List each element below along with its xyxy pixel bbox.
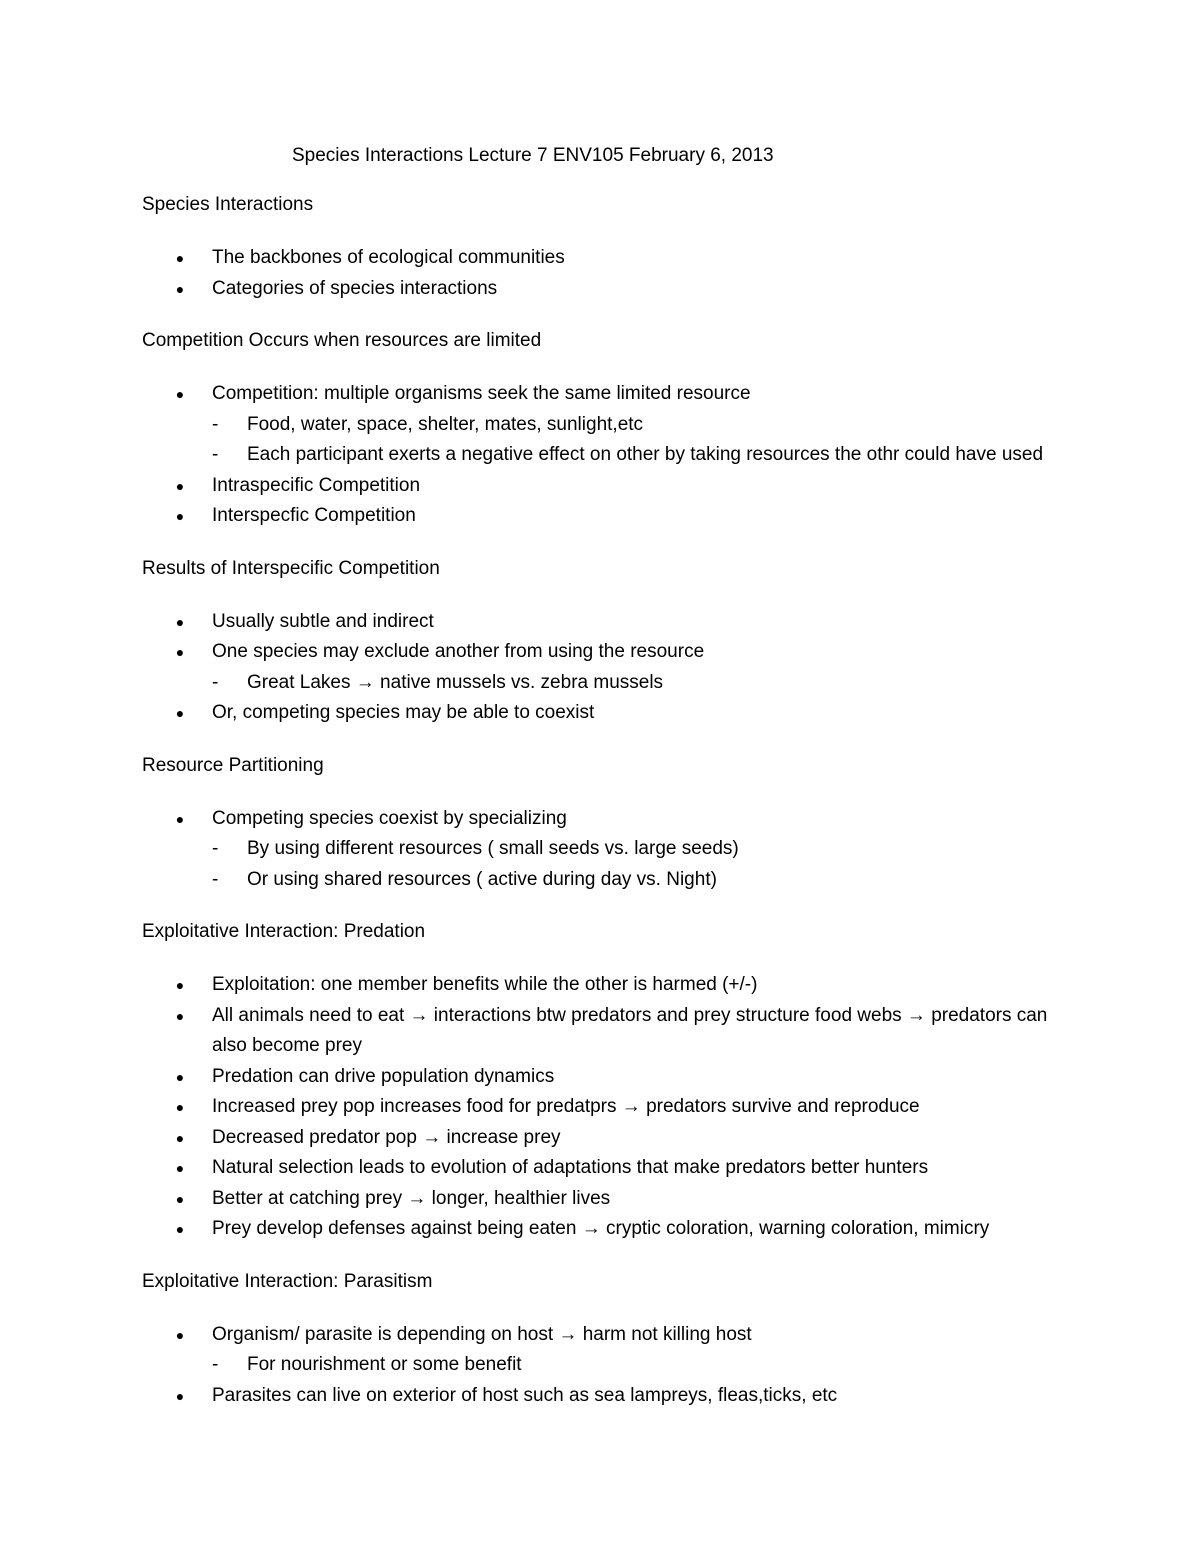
list-item (142, 1214, 1072, 1245)
list-item (142, 1062, 1072, 1093)
bullet-icon: ● (175, 250, 185, 266)
bullet-icon: ● (175, 613, 185, 630)
dash-icon: - (212, 444, 219, 465)
document-body (142, 193, 1072, 1436)
section-heading: Exploitative Interaction: Parasitism (142, 1270, 433, 1292)
bullet-icon: ● (175, 1190, 185, 1207)
bullet-icon: ● (175, 477, 185, 494)
bullet-icon: ● (175, 508, 185, 524)
sub-list-item-text: By using different resources ( small seeds vs. large seeds) (247, 838, 739, 859)
list-item-text: Competing species coexist by specializing (212, 807, 567, 829)
sub-list-item (212, 440, 1072, 471)
list-item (142, 379, 1072, 471)
list-item-text: Usually subtle and indirect (212, 610, 434, 632)
bullet-icon: ● (175, 1099, 185, 1115)
list-item-text: Categories of species interactions (212, 277, 498, 299)
sub-list (212, 1350, 1072, 1381)
list-item (142, 637, 1072, 698)
dash-icon: - (212, 868, 219, 890)
list-item (142, 471, 1072, 502)
list-item (142, 804, 1072, 896)
bullet-list (142, 607, 1072, 729)
bullet-icon: ● (175, 977, 185, 993)
dash-icon: - (212, 838, 219, 859)
bullet-icon: ● (175, 1326, 185, 1343)
list-item (142, 1184, 1072, 1215)
dash-icon: - (212, 413, 219, 435)
list-item-text: Or, competing species may be able to coexist (212, 702, 595, 723)
list-item-text: All animals need to eat → interactions btw predators and prey structure food webs → predators can also become prey (212, 1004, 1048, 1056)
list-item (142, 1001, 1072, 1062)
list-item-text: Predation can drive population dynamics (212, 1065, 555, 1087)
bullet-icon: ● (175, 280, 185, 297)
list-item (142, 1381, 1072, 1412)
sub-list-item-text: Or using shared resources ( active during day vs. Night) (247, 868, 717, 890)
list-item (142, 1320, 1072, 1381)
bullet-icon: ● (175, 705, 185, 721)
list-item (142, 1092, 1072, 1123)
list-item-text: One species may exclude another from using the resource (212, 641, 705, 662)
list-item (142, 698, 1072, 729)
section-heading: Results of Interspecific Competition (142, 557, 440, 579)
bullet-icon: ● (175, 644, 185, 660)
list-item (142, 970, 1072, 1001)
dash-icon: - (212, 671, 219, 693)
bullet-icon: ● (175, 1387, 185, 1404)
list-item (142, 1153, 1072, 1184)
sub-list-item (212, 1350, 1072, 1381)
dash-icon: - (212, 1354, 219, 1375)
sub-list-item-text: For nourishment or some benefit (247, 1354, 522, 1375)
bullet-icon: ● (175, 1129, 185, 1146)
bullet-list (142, 243, 1072, 304)
sub-list-item (212, 410, 1072, 441)
list-item-text: The backbones of ecological communities (212, 247, 565, 268)
list-item (142, 501, 1072, 532)
bullet-list (142, 970, 1072, 1245)
list-item-text: Decreased predator pop → increase prey (212, 1126, 561, 1148)
list-item-text: Competition: multiple organisms seek the same limited resource (212, 383, 751, 404)
sub-list (212, 410, 1072, 471)
sub-list-item (212, 668, 1072, 699)
list-item (142, 607, 1072, 638)
list-item-text: Organism/ parasite is depending on host → harm not killing host (212, 1323, 752, 1345)
list-item-text: Interspecfic Competition (212, 505, 416, 526)
sub-list-item-text: Each participant exerts a negative effect on other by taking resources the othr could have used (247, 444, 1044, 465)
bullet-list (142, 1320, 1072, 1412)
list-item-text: Increased prey pop increases food for predatprs → predators survive and reproduce (212, 1096, 920, 1117)
bullet-list (142, 804, 1072, 896)
list-item-text: Exploitation: one member benefits while the other is harmed (+/-) (212, 974, 758, 995)
section-heading: Competition Occurs when resources are limited (142, 330, 542, 351)
section-heading: Resource Partitioning (142, 754, 324, 776)
sub-list-item-text: Great Lakes → native mussels vs. zebra mussels (247, 671, 664, 693)
bullet-list (142, 379, 1072, 532)
sub-list (212, 668, 1072, 699)
sub-list-item-text: Food, water, space, shelter, mates, sunlight,etc (247, 413, 644, 435)
sub-list-item (212, 865, 1072, 896)
document-title: Species Interactions Lecture 7 ENV105 February 6, 2013 (292, 145, 774, 166)
bullet-icon: ● (175, 1007, 185, 1024)
list-item-text: Parasites can live on exterior of host such as sea lampreys, fleas,ticks, etc (212, 1384, 838, 1406)
list-item-text: Prey develop defenses against being eaten → cryptic coloration, warning coloration, mimicry (212, 1218, 990, 1239)
list-item-text: Better at catching prey → longer, healthier lives (212, 1187, 611, 1209)
bullet-icon: ● (175, 810, 185, 827)
bullet-icon: ● (175, 1221, 185, 1237)
section-heading: Species Interactions (142, 194, 314, 215)
bullet-icon: ● (175, 1068, 185, 1085)
bullet-icon: ● (175, 1160, 185, 1176)
sub-list (212, 834, 1072, 895)
list-item-text: Intraspecific Competition (212, 474, 421, 496)
bullet-icon: ● (175, 386, 185, 402)
list-item (142, 1123, 1072, 1154)
list-item-text: Natural selection leads to evolution of adaptations that make predators better hunters (212, 1157, 929, 1178)
list-item (142, 243, 1072, 274)
sub-list-item (212, 834, 1072, 865)
section-heading: Exploitative Interaction: Predation (142, 921, 426, 942)
list-item (142, 274, 1072, 305)
